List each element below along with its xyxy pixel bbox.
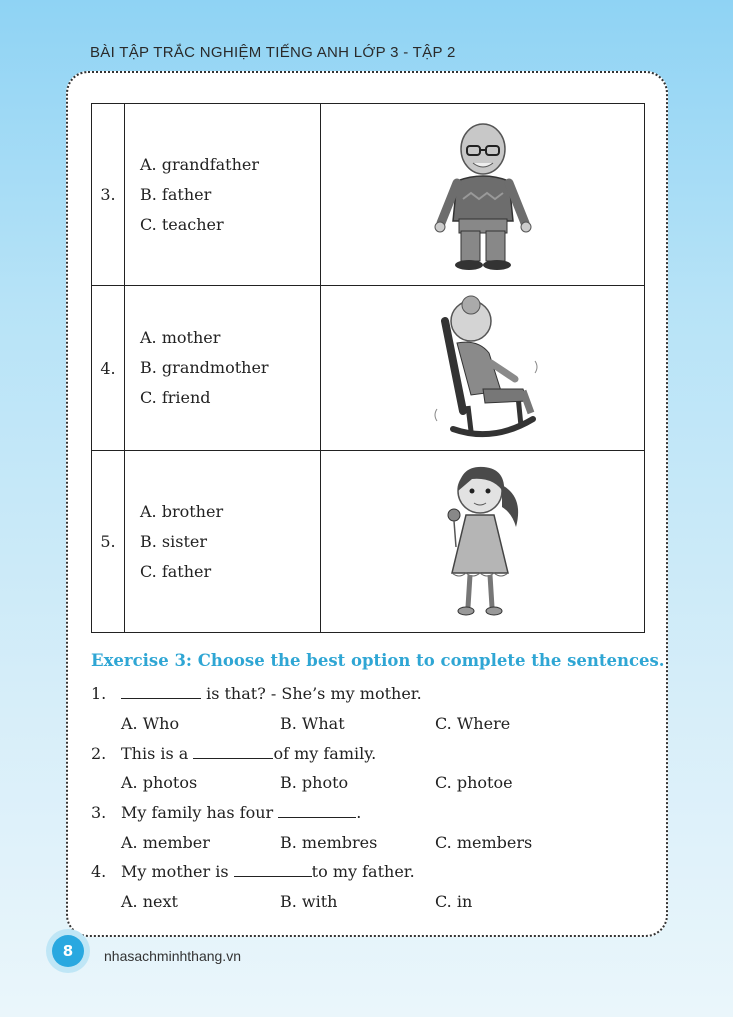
answer-options: [125, 451, 321, 633]
option: A. Who: [121, 714, 180, 733]
answer-blank: [278, 803, 356, 818]
option: B. grandmother: [140, 358, 269, 377]
option: A. grandfather: [140, 154, 260, 174]
option: A. next: [121, 892, 178, 911]
question-options: [91, 773, 651, 797]
option: B. father: [140, 184, 212, 204]
question-number: 4.: [91, 862, 107, 881]
option: B. What: [280, 714, 345, 733]
question-number: 1.: [91, 684, 107, 703]
question-text-before: My mother is: [121, 862, 234, 881]
question-number: 3.: [92, 104, 125, 286]
page-number: 8: [52, 935, 84, 967]
question: [91, 862, 651, 886]
option: B. sister: [140, 531, 208, 551]
option: C. photoe: [435, 773, 513, 792]
question-options: [91, 714, 651, 738]
option: B. with: [280, 892, 338, 911]
option: C. in: [435, 892, 473, 911]
question-number: 3.: [91, 803, 107, 822]
question-text: [121, 862, 415, 881]
page-number-badge: [46, 929, 90, 973]
picture-cell: [321, 286, 645, 451]
question-text-after: to my father.: [311, 862, 415, 881]
question-options: [91, 833, 651, 857]
page-content: [66, 71, 668, 937]
girl-with-lollipop-illustration: [428, 457, 538, 622]
answer-options: [125, 104, 321, 286]
option: C. father: [140, 561, 212, 581]
exercise-3-title: Exercise 3: Choose the best option to complete the sentences.: [91, 651, 665, 670]
question-text-after: of my family.: [273, 744, 377, 763]
option: C. teacher: [140, 214, 224, 234]
option: C. members: [435, 833, 533, 852]
answer-blank: [234, 862, 312, 877]
option: C. friend: [140, 388, 211, 407]
question-number: 5.: [92, 451, 125, 633]
question-text: [121, 803, 361, 822]
question-text-before: This is a: [121, 744, 194, 763]
picture-cell: [321, 104, 645, 286]
question-options: [91, 892, 651, 916]
question: [91, 684, 651, 708]
question-text: [121, 684, 422, 703]
answer-options: [125, 286, 321, 451]
table-row: [92, 104, 645, 286]
answer-blank: [121, 684, 201, 699]
answer-blank: [193, 744, 273, 759]
option: A. member: [121, 833, 210, 852]
quiz-table: [91, 103, 645, 633]
option: A. mother: [140, 328, 221, 347]
question: [91, 744, 651, 768]
question-number: 2.: [91, 744, 107, 763]
grandfather-illustration: [423, 113, 543, 273]
table-row: [92, 286, 645, 451]
question: [91, 803, 651, 827]
picture-cell: [321, 451, 645, 633]
book-header-title: BÀI TẬP TRẮC NGHIỆM TIẾNG ANH LỚP 3 - TẬP 2: [90, 44, 456, 61]
table-row: [92, 451, 645, 633]
option: B. membres: [280, 833, 378, 852]
question-text: [121, 744, 376, 763]
option: A. brother: [140, 501, 224, 521]
grandmother-rocking-chair-illustration: [423, 291, 543, 441]
option: A. photos: [121, 773, 198, 792]
question-text-before: My family has four: [121, 803, 279, 822]
question-text-after: .: [356, 803, 362, 822]
option: B. photo: [280, 773, 349, 792]
publisher-website: nhasachminhthang.vn: [104, 948, 241, 964]
question-number: 4.: [92, 286, 125, 451]
option: C. Where: [435, 714, 511, 733]
question-text-after: is that? - She’s my mother.: [201, 684, 422, 703]
